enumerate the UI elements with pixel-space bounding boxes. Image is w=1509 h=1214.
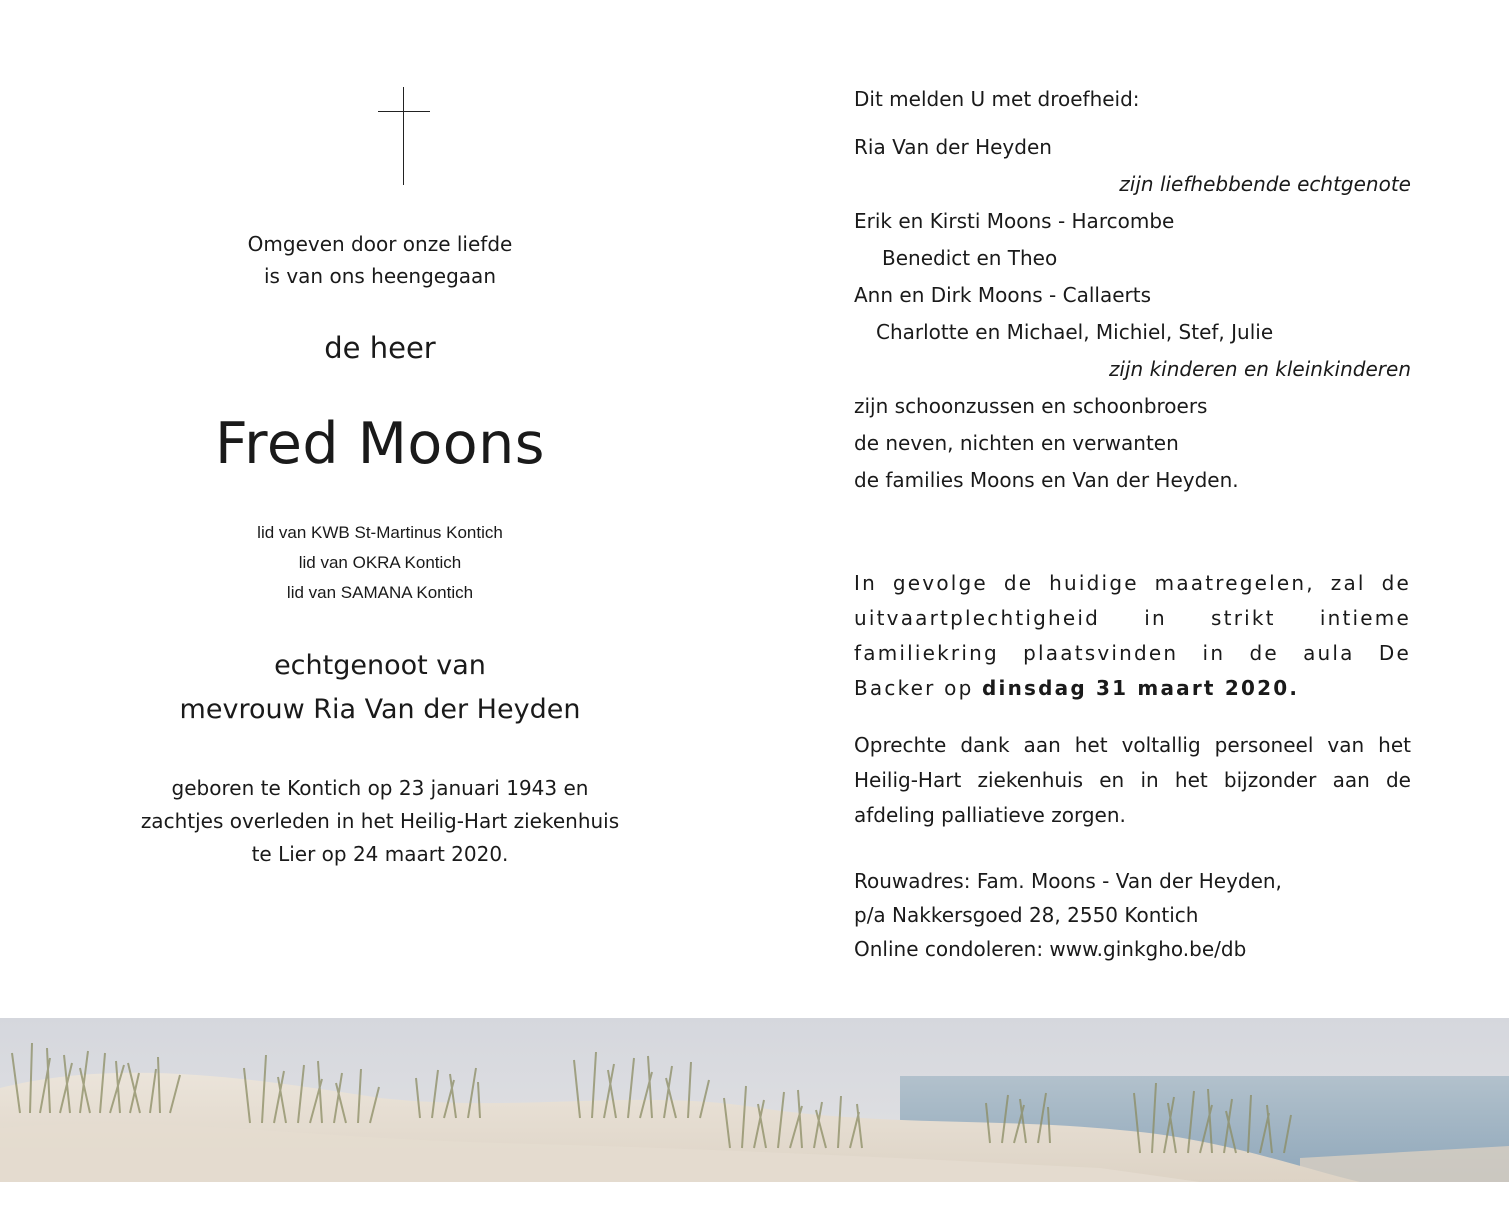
funeral-paragraph — [854, 566, 1411, 706]
membership-line: lid van OKRA Kontich — [298, 553, 462, 572]
spouse-line: echtgenoot van — [274, 650, 486, 681]
intro-line: is van ons heengegaan — [264, 264, 496, 288]
honorific: de heer — [324, 331, 436, 365]
family-grandchildren: Charlotte en Michael, Michiel, Stef, Julie — [876, 320, 1274, 344]
family-children-role: zijn kinderen en kleinkinderen — [1108, 357, 1411, 381]
family-wife: Ria Van der Heyden — [854, 135, 1052, 159]
spouse-line: mevrouw Ria Van der Heyden — [179, 694, 581, 725]
birth-line: zachtjes overleden in het Heilig-Hart ziekenhuis — [140, 809, 620, 833]
birth-line: geboren te Kontich op 23 januari 1943 en — [171, 776, 589, 800]
cross-icon — [378, 87, 430, 185]
birth-line: te Lier op 24 maart 2020. — [251, 842, 509, 866]
deceased-name: Fred Moons — [215, 411, 545, 477]
address-line: p/a Nakkersgoed 28, 2550 Kontich — [854, 903, 1199, 927]
family-inlaws: zijn schoonzussen en schoonbroers — [854, 394, 1208, 418]
intro-line: Omgeven door onze liefde — [247, 232, 513, 256]
intro-text — [60, 228, 700, 292]
funeral-text: In gevolge de huidige maatregelen, zal de uitvaartplechtigheid in strikt intieme familiekring plaatsvinden in de aula De Backer op — [854, 571, 1411, 700]
birth-death-text — [60, 772, 700, 871]
announcement-heading: Dit melden U met droefheid: — [854, 87, 1140, 111]
family-families: de families Moons en Van der Heyden. — [854, 468, 1239, 492]
address-line: Rouwadres: Fam. Moons - Van der Heyden, — [854, 869, 1282, 893]
dunes-sea-image — [0, 1018, 1509, 1182]
family-child: Erik en Kirsti Moons - Harcombe — [854, 209, 1175, 233]
family-child: Ann en Dirk Moons - Callaerts — [854, 283, 1151, 307]
family-relatives: de neven, nichten en verwanten — [854, 431, 1179, 455]
family-grandchildren: Benedict en Theo — [882, 246, 1058, 270]
membership-line: lid van KWB St-Martinus Kontich — [257, 523, 503, 542]
memberships — [60, 518, 700, 608]
funeral-date: dinsdag 31 maart 2020. — [982, 676, 1300, 700]
membership-line: lid van SAMANA Kontich — [286, 583, 474, 602]
condolence-line: Online condoleren: www.ginkgho.be/db — [854, 937, 1247, 961]
family-wife-role: zijn liefhebbende echtgenote — [1119, 172, 1411, 196]
thanks-paragraph: Oprechte dank aan het voltallig personeel van het Heilig-Hart ziekenhuis en in het bijzonder aan de afdeling palliatieve zorgen. — [854, 733, 1411, 827]
spouse-text — [60, 644, 700, 732]
